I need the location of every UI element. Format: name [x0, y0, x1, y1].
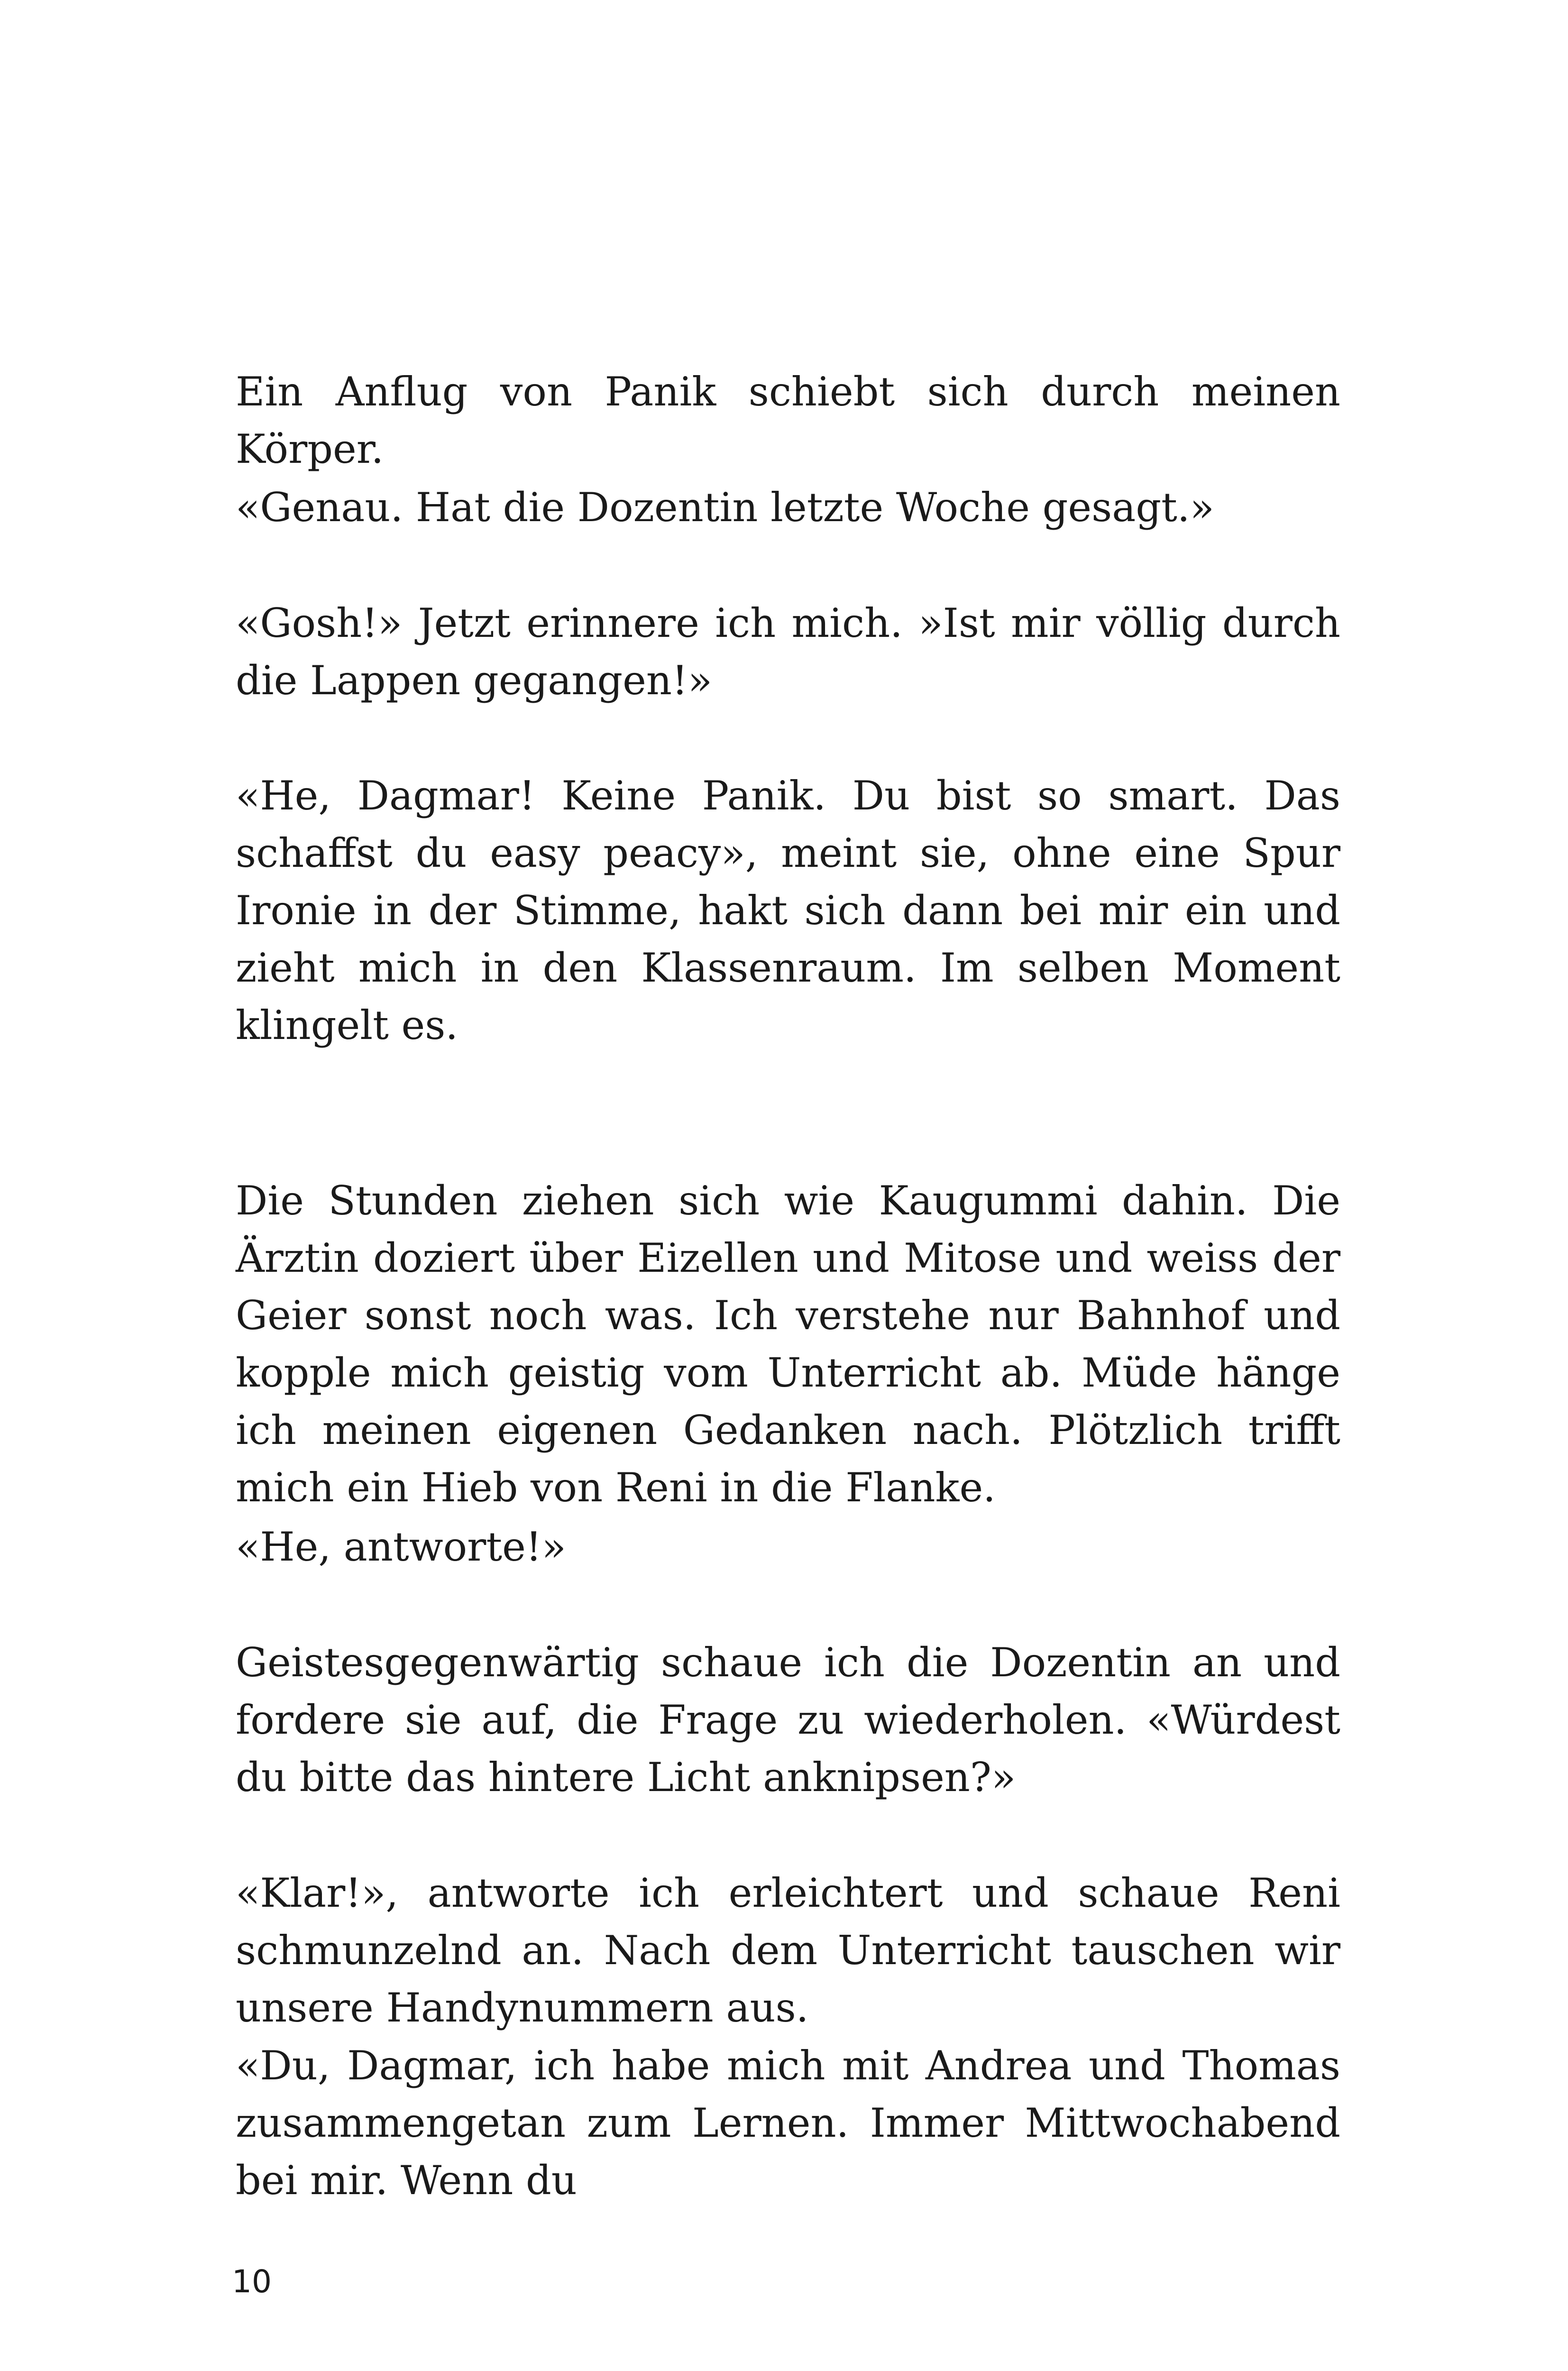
paragraph: «Genau. Hat die Dozentin letzte Woche gesagt.»: [236, 484, 1214, 531]
paragraph: Die Stunden ziehen sich wie Kaugummi dahin. Die Ärztin doziert über Eizellen und Mitose und weiss der Geier sonst noch was. Ich verstehe nur Bahnhof und kopple mich geistig vom Unterricht ab. Müde hänge ich meinen eigenen Gedanken nach. Plötzlich trifft mich ein Hieb von Reni in die Flanke.: [236, 1177, 1340, 1511]
paragraph: «Du, Dagmar, ich habe mich mit Andrea und Thomas zusammengetan zum Lernen. Immer Mittwochabend bei mir. Wenn du: [236, 2042, 1340, 2204]
paragraph: «Gosh!» Jetzt erinnere ich mich. »Ist mir völlig durch die Lappen gegangen!»: [236, 600, 1340, 704]
paragraph: «Klar!», antworte ich erleichtert und schaue Reni schmunzelnd an. Nach dem Unterricht tauschen wir unsere Handynummern aus.: [236, 1870, 1340, 2031]
paragraph: «He, antworte!»: [236, 1524, 566, 1570]
page-number: 10: [232, 2263, 272, 2300]
paragraph: Geistesgegenwärtig schaue ich die Dozentin an und fordere sie auf, die Frage zu wiederholen. «Würdest du bitte das hintere Licht anknipsen?»: [236, 1639, 1340, 1801]
paragraph: Ein Anflug von Panik schiebt sich durch meinen Körper.: [236, 368, 1340, 472]
paragraph: «He, Dagmar! Keine Panik. Du bist so smart. Das schaffst du easy peacy», meint sie, ohne eine Spur Ironie in der Stimme, hakt sich dann bei mir ein und zieht mich in den Klassenraum. Im selben Moment klingelt es.: [236, 772, 1340, 1048]
